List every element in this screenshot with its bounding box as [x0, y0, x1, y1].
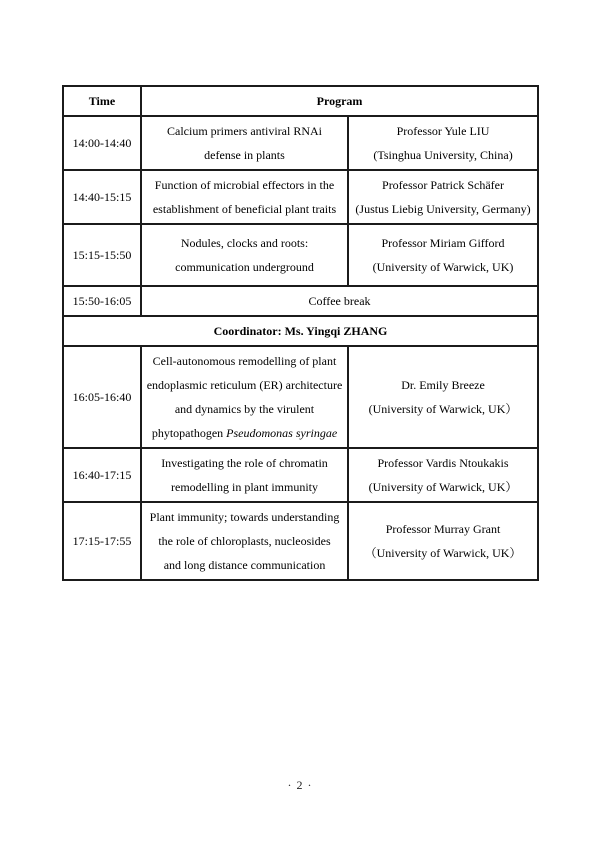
session-title-cell [141, 170, 348, 224]
speaker-name: Professor Miriam Gifford [381, 236, 505, 250]
program-table [62, 85, 539, 581]
text-line: the role of chloroplasts, nucleosides [158, 534, 331, 548]
session-title-cell [141, 448, 348, 502]
text-line: Function of microbial effectors in the [154, 178, 335, 192]
session-title-cell [141, 224, 348, 286]
speaker-name: Professor Yule LIU [396, 124, 490, 138]
table-row-session-3 [63, 224, 538, 286]
speaker-cell [348, 502, 538, 580]
col-header-program: Program [141, 86, 538, 116]
text-line: Investigating the role of chromatin [161, 456, 328, 470]
coffee-break-cell: Coffee break [141, 286, 538, 316]
speaker-affiliation: （University of Warwick, UK） [364, 546, 522, 560]
table-row-session-4 [63, 346, 538, 448]
speaker-cell [348, 170, 538, 224]
text-line: defense in plants [204, 148, 285, 162]
speaker-affiliation: (University of Warwick, UK） [368, 480, 518, 494]
text-line: Calcium primers antiviral RNAi [167, 124, 322, 138]
text-line: communication underground [175, 260, 314, 274]
speaker-name: Professor Murray Grant [385, 522, 501, 536]
text-line: Cell-autonomous remodelling of plant [152, 354, 337, 368]
speaker-affiliation: (Justus Liebig University, Germany) [355, 202, 531, 216]
table-row-session-2 [63, 170, 538, 224]
speaker-affiliation: (University of Warwick, UK） [368, 402, 518, 416]
text-line: remodelling in plant immunity [171, 480, 318, 494]
text-line: endoplasmic reticulum (ER) architecture [146, 378, 343, 392]
text-line: establishment of beneficial plant traits [152, 202, 337, 216]
text-line: Plant immunity; towards understanding [149, 510, 340, 524]
text-line: and long distance communication [163, 558, 326, 572]
time-cell: 14:00-14:40 [63, 116, 141, 170]
species-name-italic: Pseudomonas syringae [226, 426, 338, 440]
time-cell: 14:40-15:15 [63, 170, 141, 224]
table-row-session-5 [63, 448, 538, 502]
text-line: and dynamics by the virulent [174, 402, 315, 416]
session-title-cell [141, 116, 348, 170]
speaker-cell [348, 224, 538, 286]
text-segment: phytopathogen [151, 426, 227, 440]
speaker-name: Professor Patrick Schäfer [382, 178, 504, 192]
table-row-coordinator [63, 316, 538, 346]
col-header-time: Time [63, 86, 141, 116]
text-line [145, 421, 344, 445]
coordinator-cell: Coordinator: Ms. Yingqi ZHANG [63, 316, 538, 346]
time-cell: 15:50-16:05 [63, 286, 141, 316]
page-number: · 2 · [287, 778, 313, 792]
speaker-name: Dr. Emily Breeze [401, 378, 485, 392]
session-title-cell [141, 502, 348, 580]
speaker-name: Professor Vardis Ntoukakis [377, 456, 509, 470]
table-row-coffee-break [63, 286, 538, 316]
table-header-row [63, 86, 538, 116]
time-cell: 16:05-16:40 [63, 346, 141, 448]
table-row-session-6 [63, 502, 538, 580]
speaker-cell [348, 448, 538, 502]
table-row-session-1 [63, 116, 538, 170]
speaker-affiliation: (University of Warwick, UK) [372, 260, 514, 274]
speaker-affiliation: (Tsinghua University, China) [373, 148, 513, 162]
speaker-cell [348, 346, 538, 448]
speaker-cell [348, 116, 538, 170]
time-cell: 15:15-15:50 [63, 224, 141, 286]
text-line: Nodules, clocks and roots: [180, 236, 309, 250]
time-cell: 16:40-17:15 [63, 448, 141, 502]
session-title-cell [141, 346, 348, 448]
time-cell: 17:15-17:55 [63, 502, 141, 580]
